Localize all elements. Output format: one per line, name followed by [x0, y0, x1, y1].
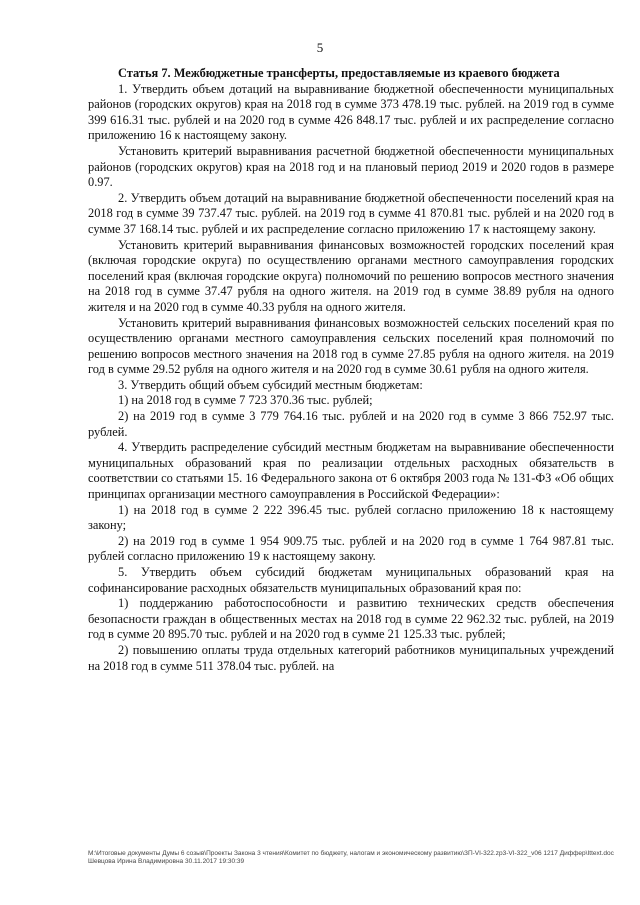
file-path-footer: М:\Итоговые документы Думы 6 созыв\Проекты Закона 3 чтения\Комитет по бюджету, налогам и экономическому развитию\ЗП-VI-322.zp3-VI-322_v06 1217 Диффер\Ittext.doc Шевцова Ирина Владимировна 30.11.2017 19:30:39 — [88, 850, 614, 865]
article-heading: Статья 7. Межбюджетные трансферты, предоставляемые из краевого бюджета — [118, 66, 560, 80]
paragraph: Установить критерий выравнивания финансовых возможностей сельских поселений края по осуществлению органами местного самоуправления сельских поселений края полномочий по решению вопросов местного значения на 2018 год в сумме 27.85 рубля на одного жителя. на 2019 год в сумме 29.52 рубля на одного жителя и на 2020 год в сумме 30.61 рубля на одного жителя. — [88, 315, 614, 377]
paragraph: 3. Утвердить общий объем субсидий местным бюджетам: — [118, 377, 423, 392]
paragraph: 4. Утвердить распределение субсидий местным бюджетам на выравнивание обеспеченности муниципальных образований края по реализации отдельных расходных обязательств в соответствии со статьями 15. 16 Федерального закона от 6 октября 2003 года № 131-ФЗ «Об общих принципах организации местного самоуправления в Российской Федерации»: — [88, 440, 614, 502]
paragraph: 1) на 2018 год в сумме 7 723 370.36 тыс. рублей; — [118, 393, 373, 408]
paragraph: Установить критерий выравнивания расчетной бюджетной обеспеченности муниципальных районов (городских округов) края на 2018 год и на плановый период 2019 и 2020 годов в размере 0.97. — [88, 143, 614, 190]
paragraph: 1) поддержанию работоспособности и развитию технических средств обеспечения безопасности граждан в общественных местах на 2018 год в сумме 22 962.32 тыс. рублей, на 2019 год в сумме 20 895.70 тыс. рублей и на 2020 год в сумме 21 125.33 тыс. рублей; — [88, 596, 614, 642]
paragraph: 2) на 2019 год в сумме 1 954 909.75 тыс. рублей и на 2020 год в сумме 1 764 987.81 тыс. рублей согласно приложению 19 к настоящему закону. — [88, 533, 614, 564]
paragraph: 2) повышению оплаты труда отдельных категорий работников муниципальных учреждений на 2018 год в сумме 511 378.04 тыс. рублей. на — [88, 642, 614, 673]
paragraph: 1. Утвердить объем дотаций на выравнивание бюджетной обеспеченности муниципальных районов (городских округов) края на 2018 год в сумме 373 478.19 тыс. рублей. на 2019 год в сумме 399 616.31 тыс. рублей и на 2020 год в сумме 426 848.17 тыс. рублей и их распределение согласно приложению 16 к настоящему закону. — [88, 81, 614, 143]
paragraph: 5. Утвердить объем субсидий бюджетам муниципальных образований края на софинансирование расходных обязательств муниципальных образований края по: — [88, 565, 614, 595]
paragraph: 2) на 2019 год в сумме 3 779 764.16 тыс. рублей и на 2020 год в сумме 3 866 752.97 тыс. рублей. — [88, 409, 614, 439]
paragraph: 1) на 2018 год в сумме 2 222 396.45 тыс. рублей согласно приложению 18 к настоящему закону; — [88, 502, 614, 533]
page-number: 5 — [316, 40, 324, 55]
document-body — [88, 66, 614, 674]
paragraph: 2. Утвердить объем дотаций на выравнивание бюджетной обеспеченности поселений края на 2018 год в сумме 39 737.47 тыс. рублей. на 2019 год в сумме 41 870.81 тыс. рублей и на 2020 год в сумме 37 168.14 тыс. рублей и их распределение согласно приложению 17 к настоящему закону. — [88, 190, 614, 236]
paragraph: Установить критерий выравнивания финансовых возможностей городских поселений края (включая городские округа) по осуществлению органами местного самоуправления городских поселений края (включая городские округа) полномочий по решению вопросов местного значения на 2018 год в сумме 37.47 рубля на одного жителя. на 2019 год в сумме 38.89 рубля на одного жителя и на 2020 год в сумме 40.33 рубля на одного жителя. — [88, 237, 614, 314]
